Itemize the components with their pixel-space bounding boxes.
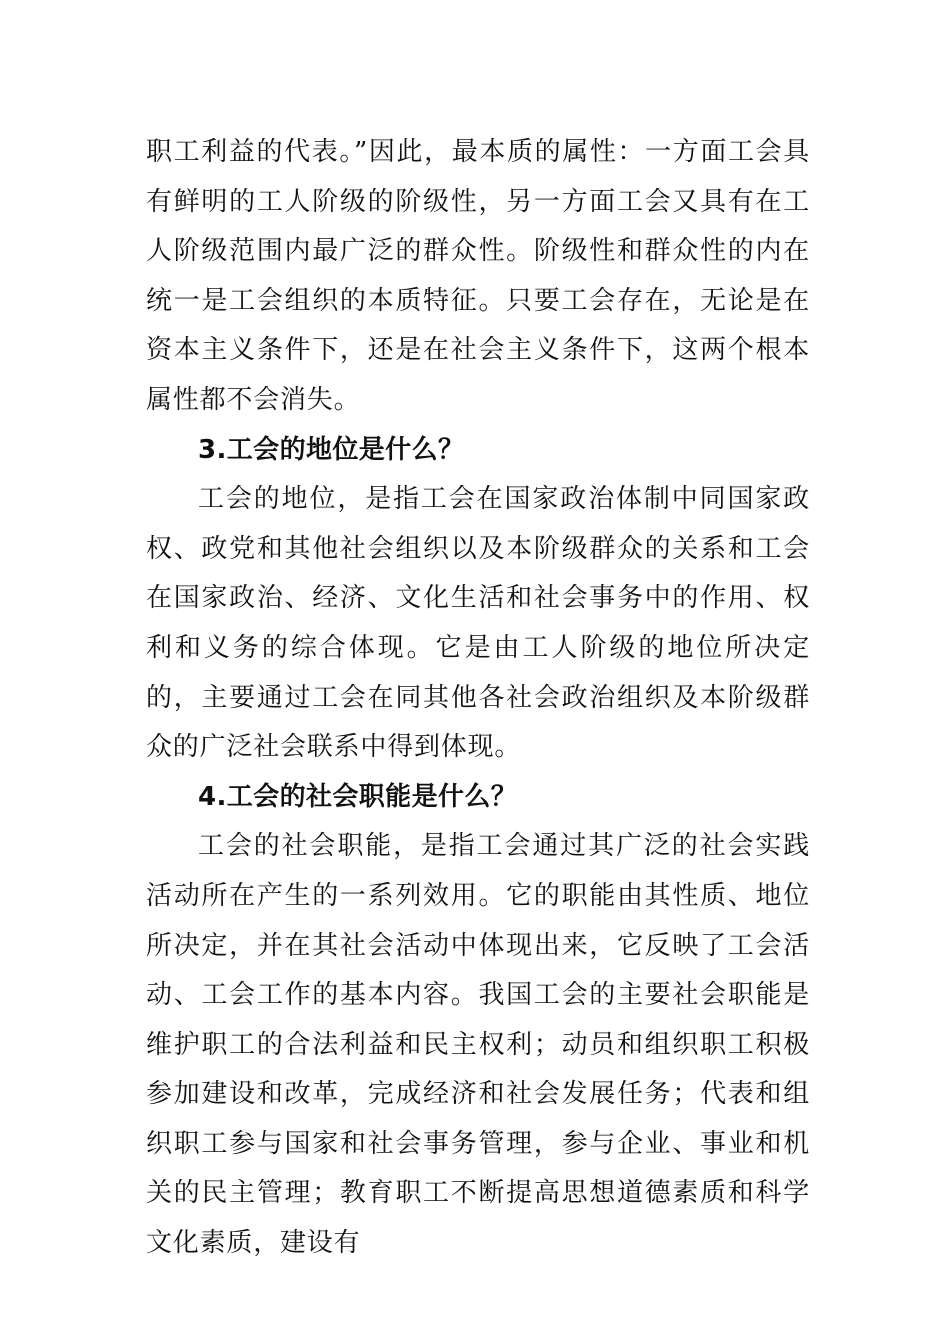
paragraph-status: 工会的地位，是指工会在国家政治体制中同国家政权、政党和其他社会组织以及本阶级群众的关系和工会在国家政治、经济、文化生活和社会事务中的作用、权利和义务的综合体现。它是由工人阶级的地位所决定的，主要通过工会在同其他各社会政治组织及本阶级群众的广泛社会联系中得到体现。: [146, 484, 810, 763]
section-heading-4: 4.工会的社会职能是什么？: [198, 781, 518, 812]
document-body: [146, 128, 810, 1269]
paragraph-functions: 工会的社会职能，是指工会通过其广泛的社会实践活动所在产生的一系列效用。它的职能由其性质、地位所决定，并在其社会活动中体现出来，它反映了工会活动、工会工作的基本内容。我国工会的主要社会职能是维护职工的合法利益和民主权利；动员和组织职工积极参加建设和改革，完成经济和社会发展任务；代表和组织职工参与国家和社会事务管理，参与企业、事业和机关的民主管理；教育职工不断提高思想道德素质和科学文化素质，建设有: [146, 831, 810, 1259]
section-heading-3: 3.工会的地位是什么？: [198, 434, 465, 465]
paragraph-continued: 职工利益的代表。”因此，最本质的属性：一方面工会具有鲜明的工人阶级的阶级性，另一方面工会又具有在工人阶级范围内最广泛的群众性。阶级性和群众性的内在统一是工会组织的本质特征。只要工会存在，无论是在资本主义条件下，还是在社会主义条件下，这两个根本属性都不会消失。: [146, 137, 810, 415]
